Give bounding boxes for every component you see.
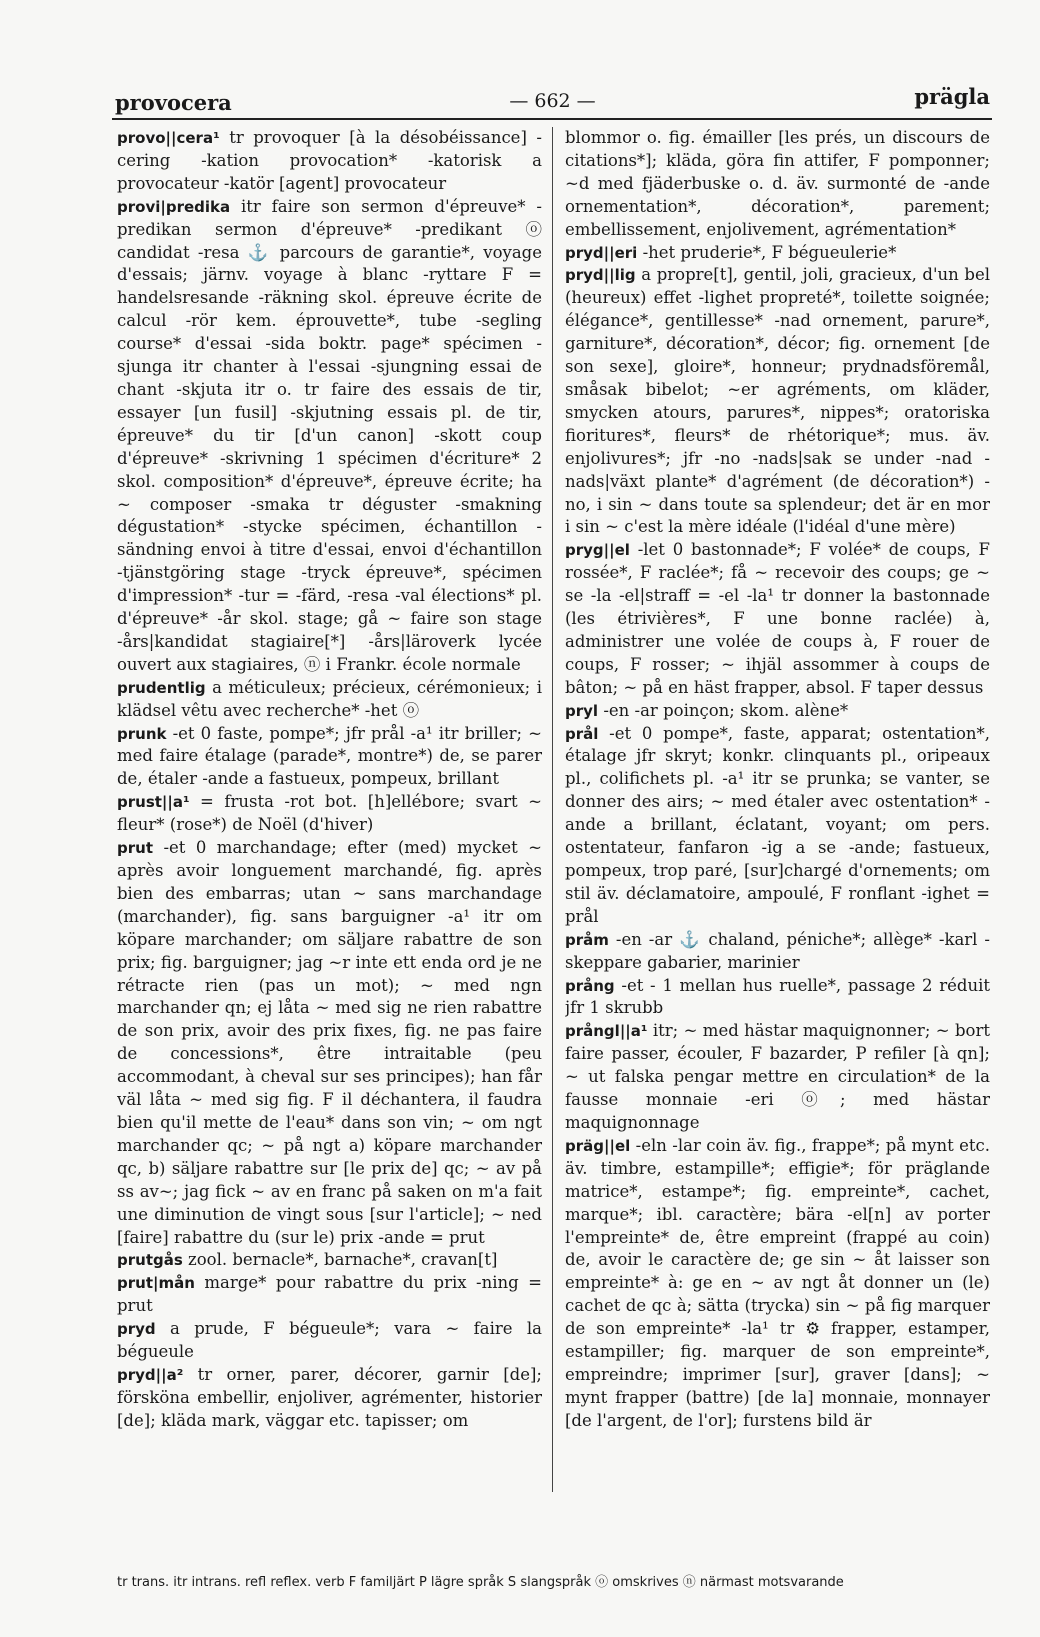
entry-text: a propre[t], gentil, joli, gracieux, d'un bel (heureux) effet -lighet propreté*, toilette soignée; élégance*, gentillesse* -nad ornement, parure*, garniture*, décoration*, décor; fig. ornement [de son sexe], gloire*, honneur; prydnadsföremål, småsak bibelot; ~er agréments, om kläder, smycken atours, parures*, nippes*; oratoriska fioritures*, fleurs* de rhétorique*; mus. äv. enjolivures*; jfr -no -nads|sak se under -nad -nads|växt plante* d'agrément (de décoration*) -no, i sin ~ dans toute sa splendeur; det är en mor i sin ~ c'est la mère idéale (l'idéal d'une mère)	[565, 265, 990, 537]
entry-text: itr; ~ med hästar maquignonner; ~ bort faire passer, écouler, F bazarder, P refiler [à qn]; ~ ut falska pengar mettre en circulation* de la fausse monnaie -eri ⓞ; med hästar maquignonnage	[565, 1021, 990, 1132]
headword: pryl	[565, 701, 599, 720]
dictionary-entry	[565, 264, 990, 539]
dictionary-entry	[117, 127, 542, 196]
entry-text: -het pruderie*, F bégueulerie*	[642, 242, 897, 262]
dictionary-entry	[565, 723, 990, 929]
dictionary-entry	[565, 700, 990, 723]
headword: pråm	[565, 930, 609, 949]
dictionary-entry	[117, 1272, 542, 1318]
entry-text: -en -ar poinçon; skom. alène*	[603, 700, 849, 720]
entry-text: tr orner, parer, décorer, garnir [de]; förskönа embellir, enjoliver, agrémenter, historier [de]; kläda mark, väggar etc. tapisser; om	[117, 1364, 542, 1430]
dictionary-entry	[117, 196, 542, 677]
right-column	[565, 127, 990, 1487]
headword: pryd||eri	[565, 243, 638, 262]
header-rule	[112, 118, 992, 120]
headword: pryg||el	[565, 541, 630, 560]
headword: prunk	[117, 724, 167, 743]
dictionary-entry	[117, 837, 542, 1249]
dictionary-entry	[565, 1135, 990, 1433]
entry-text: marge* pour rabattre du prix -ning = prut	[117, 1273, 542, 1316]
entry-text: zool. bernacle*, barnache*, cravan[t]	[188, 1250, 498, 1270]
dictionary-entry	[565, 975, 990, 1021]
headword: prutgås	[117, 1251, 183, 1270]
dictionary-entry	[117, 791, 542, 837]
entry-text: tr provoquer [à la désobéissance] -cering -kation provocation* -katorisk a provocateur -katör [agent] provocateur	[117, 128, 542, 193]
headword: prål	[565, 724, 599, 743]
entry-text: -et 0 marchandage; efter (med) mycket ~ après avoir longuement marchandé, fig. après bien des embarras; utan ~ sans marchandage (marchander), fig. sans barguigner -a¹ itr om köpare marchander; om säljare rabattre de son prix; fig. barguigner; jag ~r inte ett enda ord je ne rétracte rien (pas un mot); ~ med ngn marchander qn; ej låta ~ med sig ne rien rabattre de son prix, avoir des prix fixes, fig. ne pas faire de concessions*, être intraitable (peu accommodant, à cheval sur ses principes); han får väl låta ~ med sig fig. F il déchantera, il faudra bien qu'il mette de l'eau* dans son vin; ~ om ngt marchander qc; ~ på ngt a) köpare marchander qc, b) säljare rabattre sur [le prix de] qc; ~ av på ss av~; jag fick ~ av en franc på saken on m'a fait une diminution de vingt sous [sur l'article]; ~ ned [faire] rabattre du (sur le) prix -ande = prut	[117, 838, 542, 1247]
headword: pryd||lig	[565, 266, 636, 285]
entry-text: -eln -lar coin äv. fig., frappe*; på mynt etc. äv. timbre, estampille*; effigie*; för präglande matrice*, estampe*; fig. empreinte*, cachet, marque*; ibl. caractère; bära -el[n] av porter l'empreinte* de, être empreint (frappé au coin) de, avoir le caractère de; ge sin ~ åt laisser son empreinte* à: ge en ~ av ngt åt donner un (le) cachet de qc à; sätta (trycka) sin ~ på fig marquer de son empreinte* -la¹ tr ⚙ frapper, estamper, estampiller; fig. marquer de son empreinte*, empreindre; imprimer [sur], graver [dans]; ~ mynt frapper (battre) [de la] monnaie, monnayer [de l'argent, de l'or]; furstens bild är	[565, 1135, 990, 1430]
entry-text: a méticuleux; précieux, cérémonieux; i klädsel vêtu avec recherche* -het ⓞ	[117, 677, 542, 720]
headword: prudentlig	[117, 678, 206, 697]
entry-text: -et 0 faste, pompe*; jfr prål -a¹ itr briller; ~ med faire étalage (parade*, montre*) de, se parer de, étaler -ande a fastueux, pompeux, brillant	[117, 723, 542, 789]
headword: provo||cera¹	[117, 129, 220, 147]
entry-text: -et 0 pompe*, faste, apparat; ostentation*, étalage jfr skryt; konkr. clinquants pl., oripeaux pl., colifichets pl. -a¹ itr se prunka; se vanter, se donner des airs; ~ med étaler avec ostentation* -ande a brillant, éclatant, voyant; om pers. ostentateur, fanfaron -ig a se -ande; fastueux, pompeux, trop paré, [sur]chargé d'ornements; om stil äv. déclamatoire, ampoulé, F ronflant -ighet = prål	[565, 723, 990, 926]
page-number: — 662 —	[509, 90, 596, 112]
entry-text: = frusta -rot bot. [h]ellébore; svart ~ fleur* (rose*) de Noël (d'hiver)	[117, 792, 542, 835]
dictionary-entry	[565, 929, 990, 975]
dictionary-entry	[117, 1364, 542, 1433]
left-column	[117, 127, 542, 1487]
dictionary-entry	[117, 723, 542, 792]
dictionary-entry	[565, 1020, 990, 1135]
running-head-left: provocera	[115, 90, 232, 115]
headword: prång	[565, 976, 615, 995]
entry-text: a prude, F bégueule*; vara ~ faire la bégueule	[117, 1319, 542, 1362]
dictionary-entry	[117, 1249, 542, 1272]
running-head-right: prägla	[914, 84, 990, 109]
abbreviation-footer: tr trans. itr intrans. refl reflex. verb F familjärt P lägre språk S slangspråk ⓞ omskrives ⓝ närmast motsvarande	[117, 1575, 844, 1590]
headword: provi|predika	[117, 197, 231, 216]
page-header	[115, 84, 990, 118]
entry-text: -en -ar ⚓ chaland, péniche*; allège* -karl -skeppare gabarier, marinier	[565, 929, 990, 972]
dictionary-entry	[565, 127, 990, 242]
headword: pryd||a²	[117, 1365, 184, 1384]
entry-text: itr faire son sermon d'épreuve* -predikan sermon d'épreuve* -predikant ⓞ candidat -resa ⚓ parcours de garantie*, voyage d'essais; järnv. voyage à blanc -ryttare F = handelsresande -räkning skol. épreuve écrite de calcul -rör kem. éprouvette*, tube -segling course* d'essai -sida boktr. page* spécimen -sjunga itr chanter à l'essai -sjungning essai de chant -skjuta itr o. tr faire des essais de tir, essayer [un fusil] -skjutning essais pl. de tir, épreuve* du tir [d'un canon] -skott coup d'épreuve* -skrivning 1 spécimen d'écriture* 2 skol. composition* d'épreuve*, épreuve écrite; ha ~ composer -smaka tr déguster -smakning dégustation* -stycke spécimen, échantillon -sändning envoi à titre d'essai, envoi d'échantillon -tjänstgöring stage -tryck épreuve*, spécimen d'impression* -tur = -färd, -resa -val élections* pl. d'épreuve* -år skol. stage; gå ~ faire son stage -års|kandidat stagiaire[*] -års|läroverk lycée ouvert aux stagiaires, ⓝ i Frankr. école normale	[117, 196, 542, 674]
headword: prust||a¹	[117, 793, 190, 812]
entry-text: -let 0 bastonnade*; F volée* de coups, F rossée*, F raclée*; få ~ recevoir des coups; ge ~ se -la -el|straff = -el -la¹ tr donner la bastonnade (les étrivières*, F une bonne raclée) à, administrer une volée de coups à, F rouer de coups, F rosser; ~ ihjäl assommer à coups de bâton; ~ på en häst frapper, absol. F taper dessus	[565, 540, 990, 697]
headword: prångl||a¹	[565, 1022, 648, 1041]
headword: prut|mån	[117, 1274, 195, 1293]
dictionary-entry	[117, 677, 542, 723]
entry-text: -et - 1 mellan hus ruelle*, passage 2 réduit jfr 1 skrubb	[565, 975, 990, 1018]
headword: pryd	[117, 1320, 156, 1339]
dictionary-entry	[565, 242, 990, 265]
column-divider	[552, 127, 553, 1492]
entry-text: blommor o. fig. émailler [les prés, un discours de citations*]; kläda, göra fin attifer, F pomponner; ~d med fjäderbuske o. d. äv. surmonté de -ande ornementation*, décoration*, parement; embellissement, enjolivement, agrémentation*	[565, 128, 990, 239]
dictionary-entry	[117, 1318, 542, 1364]
headword: prut	[117, 839, 153, 858]
headword: präg||el	[565, 1136, 631, 1155]
dictionary-entry	[565, 539, 990, 699]
